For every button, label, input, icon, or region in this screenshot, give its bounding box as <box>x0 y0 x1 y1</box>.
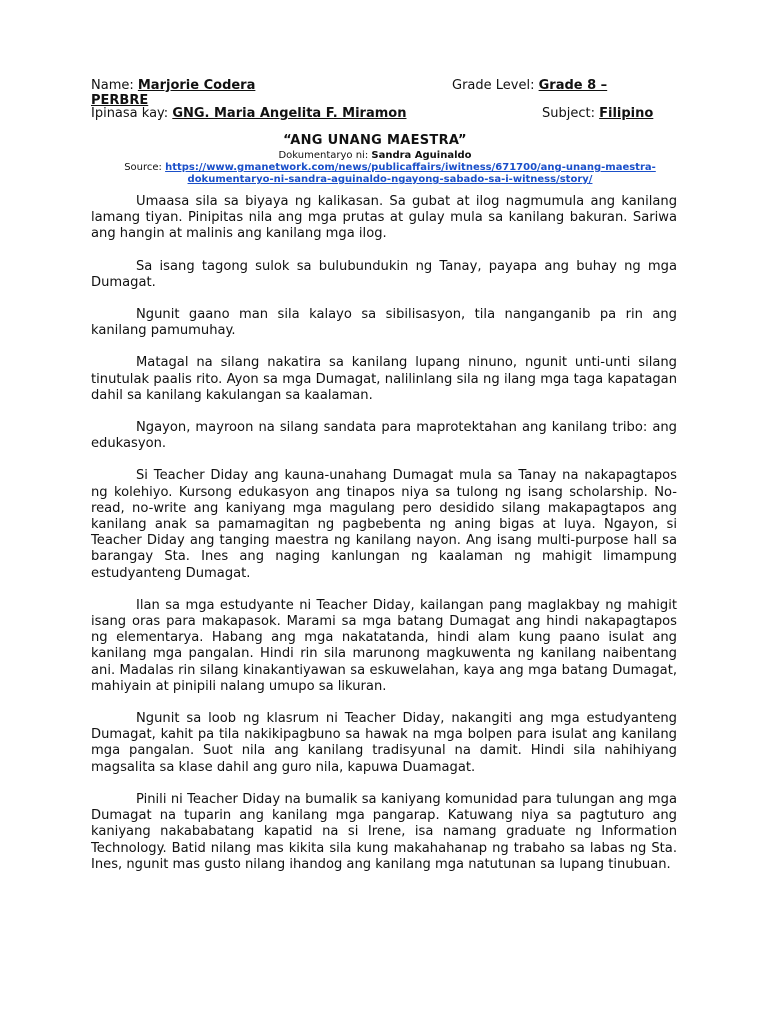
document-body <box>91 194 677 889</box>
grade-label: Grade Level: <box>452 78 535 93</box>
submitted-line <box>91 106 406 122</box>
source-line <box>110 162 670 186</box>
subject-value: Filipino <box>599 106 654 121</box>
teacher-name: GNG. Maria Angelita F. Miramon <box>172 106 407 121</box>
paragraph: Sa isang tagong sulok sa bulubundukin ng Tanay, payapa ang buhay ng mga Dumagat. <box>91 258 677 290</box>
student-name: Marjorie Codera <box>137 78 256 93</box>
paragraph: Ngayon, mayroon na silang sandata para maprotektahan ang kanilang tribo: ang edukasyon. <box>91 420 677 452</box>
paragraph: Ngunit sa loob ng klasrum ni Teacher Diday, nakangiti ang mga estudyanteng Dumagat, kahit pa tila nakikipagbuno sa hawak na mga bolpen para isulat ang kanilang mga pangalan. Suot nila ang kanilang tradisyunal na damit. Hindi sila nahihiyang magsalita sa klase dahil ang guro nila, kapuwa Duamagat. <box>91 711 677 775</box>
submitted-label: Ipinasa kay: <box>91 106 169 121</box>
subject-label: Subject: <box>542 106 595 121</box>
source-link[interactable]: https://www.gmanetwork.com/news/publicaffairs/iwitness/671700/ang-unang-maestra-dokumentaryo-ni-sandra-aguinaldo-ngayong-sabado-sa-i-witness/story/ <box>165 162 656 185</box>
paragraph: Ilan sa mga estudyante ni Teacher Diday, kailangan pang maglakbay ng mahigit isang oras para makapasok. Marami sa mga batang Dumagat ang hindi nakapagtapos ng elementarya. Habang ang mga nakatatanda, hindi alam kung paano isulat ang kanilang mga pangalan. Hindi rin sila marunong magkuwenta ng kanilang naibentang ani. Madalas rin silang kinakantiyawan sa eskuwelahan, kaya ang mga batang Dumagat, mahiyain at pinipili nalang umupo sa likuran. <box>91 597 677 694</box>
byline-author: Sandra Aguinaldo <box>371 150 472 161</box>
paragraph: Ngunit gaano man sila kalayo sa sibilisasyon, tila nanganganib pa rin ang kanilang pamumuhay. <box>91 307 677 339</box>
document-title: “ANG UNANG MAESTRA” <box>283 133 467 148</box>
byline <box>0 150 750 161</box>
paragraph: Matagal na silang nakatira sa kanilang lupang ninuno, ngunit unti-unti silang tinutulak paalis rito. Ayon sa mga Dumagat, nalilinlang sila ng ilang mga taga kapatagan dahil sa kanilang kakulangan sa kaalaman. <box>91 355 677 403</box>
byline-label: Dokumentaryo ni: <box>278 150 369 161</box>
subject-line <box>542 106 653 122</box>
name-line <box>91 78 255 94</box>
name-label: Name: <box>91 78 134 93</box>
paragraph: Pinili ni Teacher Diday na bumalik sa kaniyang komunidad para tulungan ang mga Dumagat na tuparin ang kanilang mga pangarap. Katuwang niya sa pagtuturo ang kaniyang nakababatang kapatid na si Irene, isa namang graduate ng Information Technology. Batid nilang mas kikita sila kung makahahanap ng trabaho sa labas ng Sta. Ines, ngunit mas gusto nilang ihandog ang kanilang mga natutunan sa lupang tinubuan. <box>91 791 677 872</box>
paragraph: Si Teacher Diday ang kauna-unahang Dumagat mula sa Tanay na nakapagtapos ng kolehiyo. Kursong edukasyon ang tinapos niya sa tulong ng isang scholarship. No-read, no-write ang kaniyang mga magulang pero desidido silang makapagtapos ang kanilang anak sa pamamagitan ng pagbebenta ng aning bigas at luya. Ngayon, si Teacher Diday ang tanging maestra ng kanilang nayon. Ang isang multi-purpose hall sa barangay Sta. Ines ang naging kanlungan ng kaalaman ng mahigit limampung estudyanteng Dumagat. <box>91 468 677 581</box>
section-value: PERBRE <box>91 93 149 108</box>
source-label: Source: <box>124 162 162 173</box>
paragraph: Umaasa sila sa biyaya ng kalikasan. Sa gubat at ilog nagmumula ang kanilang lamang tiyan. Pinipitas nila ang mga prutas at gulay mula sa kanilang bakuran. Sariwa ang hangin at malinis ang kanilang mga ilog. <box>91 194 677 242</box>
grade-line <box>452 78 607 94</box>
grade-value: Grade 8 – <box>538 78 608 93</box>
